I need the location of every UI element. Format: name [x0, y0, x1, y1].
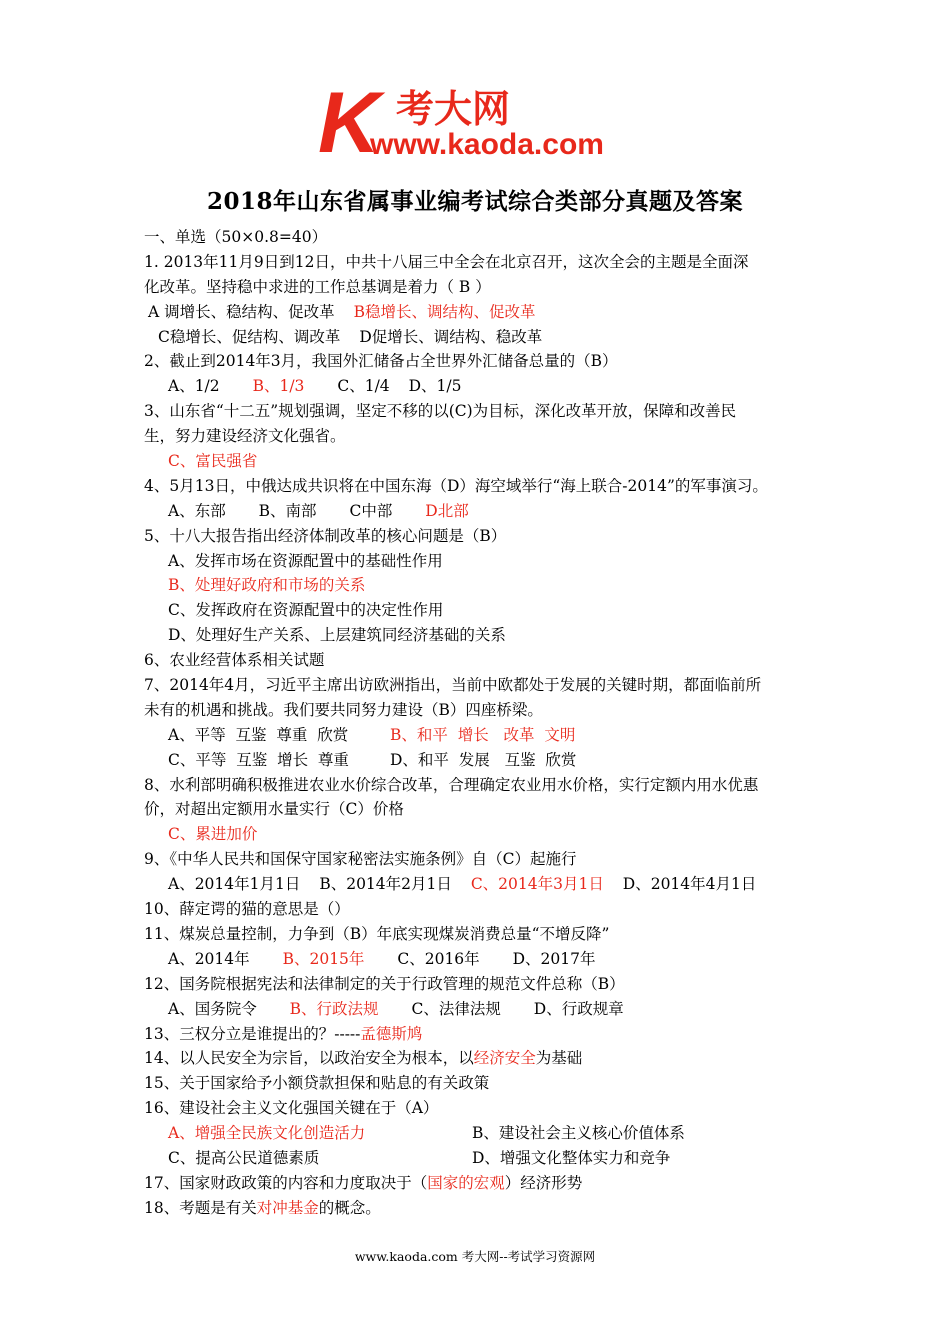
q3-answer: C、富民强省 — [168, 452, 258, 471]
q7-option-b-answer: B、和平 增长 改革 文明 — [390, 725, 576, 744]
q7-stem-line2: 未有的机遇和挑战。我们要共同努力建设（B）四座桥梁。 — [144, 700, 543, 719]
q18-pre: 18、考题是有关 — [144, 1198, 257, 1217]
q3-stem-line1: 3、山东省“十二五”规划强调，坚定不移的以(C)为目标，深化改革开放，保障和改善民 — [144, 402, 737, 421]
q9-option-c-answer: C、2014年3月1日 — [470, 875, 604, 894]
q7-option-a: A、平等 互鉴 尊重 欣赏 — [168, 725, 349, 744]
q9-options — [144, 872, 824, 897]
q17 — [144, 1171, 824, 1196]
q11-options — [144, 947, 824, 972]
q16-options-ab — [144, 1121, 824, 1146]
q1-options-ab — [144, 300, 824, 325]
q16-option-d: D、增强文化整体实力和竞争 — [472, 1148, 671, 1167]
q7-stem-line1: 7、2014年4月，习近平主席出访欧洲指出，当前中欧都处于发展的关键时期，都面临前所 — [144, 676, 762, 695]
q7-options-cd — [144, 748, 824, 773]
q6-stem: 6、农业经营体系相关试题 — [144, 651, 325, 670]
q13-stem: 13、三权分立是谁提出的？----- — [144, 1024, 361, 1043]
logo-k-letter: K — [318, 80, 381, 162]
q17-answer: 国家的宏观 — [427, 1173, 505, 1192]
q8-answer: C、累进加价 — [168, 825, 258, 844]
q8-stem-line2: 价，对超出定额用水量实行（C）价格 — [144, 800, 404, 819]
q9-option-d: D、2014年4月1日 — [622, 875, 757, 894]
q17-post: ）经济形势 — [504, 1173, 583, 1192]
q7-option-c: C、平等 互鉴 增长 尊重 — [168, 750, 349, 769]
q4-option-c: C中部 — [349, 501, 393, 520]
q11-option-b-answer: B、2015年 — [282, 949, 365, 968]
question-list — [144, 225, 824, 1221]
page-footer: www.kaoda.com 考大网--考试学习资源网 — [354, 1249, 596, 1264]
q12-stem: 12、国务院根据宪法和法律制定的关于行政管理的规范文件总称（B） — [144, 974, 625, 993]
section-heading: 一、单选（50×0.8=40） — [144, 228, 328, 246]
q16-option-c: C、提高公民道德素质 — [168, 1148, 320, 1167]
q11-option-d: D、2017年 — [512, 949, 596, 968]
q11-option-a: A、2014年 — [168, 949, 250, 968]
logo-url: www.kaoda.com — [370, 128, 604, 161]
q9-option-b: B、2014年2月1日 — [319, 875, 452, 894]
q12-option-a: A、国务院令 — [168, 999, 257, 1018]
q13 — [144, 1022, 824, 1047]
q18-post: 的概念。 — [318, 1198, 381, 1217]
q12-options — [144, 997, 824, 1022]
q2-options — [144, 374, 824, 399]
q18-answer: 对冲基金 — [256, 1198, 319, 1217]
q1-stem-line1: 1. 2013年11月9日到12日，中共十八届三中全会在北京召开，这次全会的主题是全面深 — [144, 252, 749, 271]
q13-answer: 孟德斯鸠 — [360, 1024, 423, 1043]
q5-stem: 5、十八大报告指出经济体制改革的核心问题是（B） — [144, 526, 507, 545]
q2-option-d: D、1/5 — [408, 377, 462, 396]
q5-option-b-answer: B、处理好政府和市场的关系 — [168, 576, 366, 595]
q16-option-a-answer: A、增强全民族文化创造活力 — [168, 1124, 366, 1143]
document-title: 2018年山东省属事业编考试综合类部分真题及答案 — [206, 188, 743, 215]
q18 — [144, 1196, 824, 1221]
logo-cn-name: 考大网 — [396, 87, 511, 131]
q8-stem-line1: 8、水利部明确积极推进农业水价综合改革，合理确定农业用水价格，实行定额内用水优惠 — [144, 775, 759, 794]
q1-option-a: A 调增长、稳结构、促改革 — [148, 302, 335, 321]
q17-pre: 17、国家财政政策的内容和力度取决于（ — [144, 1173, 428, 1192]
q1-stem-line2: 化改革。坚持稳中求进的工作总基调是着力（ B ） — [144, 277, 491, 296]
q9-stem: 9、《中华人民共和国保守国家秘密法实施条例》自（C）起施行 — [144, 850, 577, 869]
q5-option-a: A、发挥市场在资源配置中的基础性作用 — [168, 551, 443, 570]
q4-options — [144, 499, 824, 524]
q1-option-d: D促增长、调结构、稳改革 — [359, 327, 543, 346]
q5-option-d: D、处理好生产关系、上层建筑同经济基础的关系 — [168, 626, 506, 645]
q2-option-c: C、1/4 — [337, 377, 390, 396]
q4-stem: 4、5月13日，中俄达成共识将在中国东海（D）海空域举行“海上联合-2014”的军事演习。 — [144, 476, 768, 495]
q16-stem: 16、建设社会主义文化强国关键在于（A） — [144, 1099, 439, 1118]
q2-option-b-answer: B、1/3 — [252, 377, 305, 396]
q2-stem: 2、截止到2014年3月，我国外汇储备占全世界外汇储备总量的（B） — [144, 352, 618, 371]
q1-option-c: C稳增长、促结构、调改革 — [158, 327, 341, 346]
q7-options-ab — [144, 723, 824, 748]
q1-options-cd — [144, 325, 824, 350]
q9-option-a: A、2014年1月1日 — [168, 875, 301, 894]
q14-pre: 14、以人民安全为宗旨，以政治安全为根本，以 — [144, 1049, 474, 1068]
q14 — [144, 1046, 824, 1071]
q12-option-d: D、行政规章 — [533, 999, 624, 1018]
q4-option-d-answer: D北部 — [425, 501, 469, 520]
q14-post: 为基础 — [535, 1049, 583, 1068]
q16-options-cd — [144, 1146, 824, 1171]
q5-option-c: C、发挥政府在资源配置中的决定性作用 — [168, 601, 444, 620]
q2-option-a: A、1/2 — [168, 377, 220, 396]
q10-stem: 10、薛定谔的猫的意思是（） — [144, 900, 350, 919]
q4-option-b: B、南部 — [258, 501, 317, 520]
q11-option-c: C、2016年 — [397, 949, 480, 968]
q11-stem: 11、煤炭总量控制，力争到（B）年底实现煤炭消费总量“不增反降” — [144, 924, 610, 943]
q7-option-d: D、和平 发展 互鉴 欣赏 — [390, 750, 577, 769]
q3-stem-line2: 生，努力建设经济文化强省。 — [144, 427, 346, 446]
kaoda-logo — [318, 80, 638, 162]
q1-option-b-answer: B稳增长、调结构、促改革 — [353, 302, 536, 321]
q16-option-b: B、建设社会主义核心价值体系 — [472, 1124, 685, 1143]
q15-stem: 15、关于国家给予小额贷款担保和贴息的有关政策 — [144, 1074, 490, 1093]
q14-answer: 经济安全 — [473, 1049, 536, 1068]
q12-option-c: C、法律法规 — [411, 999, 501, 1018]
q12-option-b-answer: B、行政法规 — [289, 999, 379, 1018]
q4-option-a: A、东部 — [168, 501, 226, 520]
